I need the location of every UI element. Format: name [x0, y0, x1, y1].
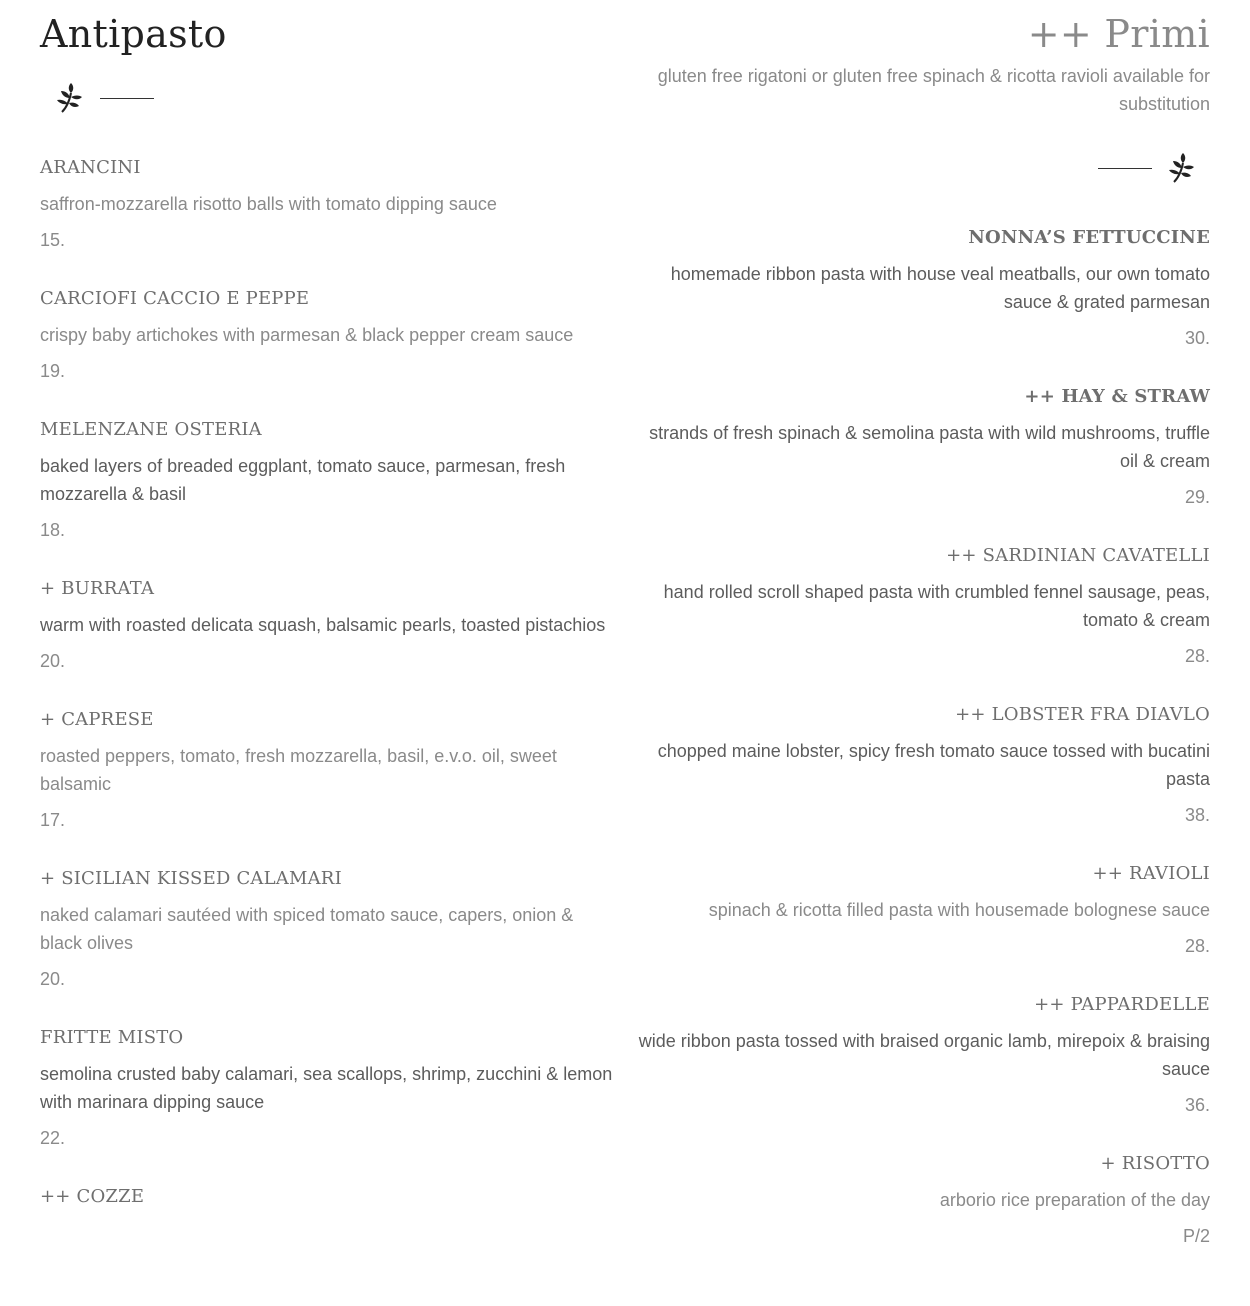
item-price: 19.	[40, 361, 66, 381]
menu-item	[630, 226, 1210, 350]
item-description: crispy baby artichokes with parmesan & black pepper cream sauce	[40, 325, 574, 345]
item-name: NONNA’S FETTUCCINE	[968, 227, 1210, 248]
item-price: 17.	[40, 810, 66, 830]
item-name: ++ LOBSTER FRA DIAVLO	[955, 704, 1210, 725]
item-description: homemade ribbon pasta with house veal meatballs, our own tomato sauce & grated parmesan	[670, 264, 1210, 312]
item-name: ++ RAVIOLI	[1092, 863, 1210, 884]
antipasto-title: Antipasto	[40, 12, 227, 56]
item-description: wide ribbon pasta tossed with braised organic lamb, mirepoix & braising sauce	[638, 1031, 1210, 1079]
antipasto-ornament	[40, 78, 615, 118]
item-price: 28.	[1184, 936, 1210, 956]
item-description: warm with roasted delicata squash, balsamic pearls, toasted pistachios	[40, 615, 606, 635]
item-name: MELENZANE OSTERIA	[40, 419, 262, 440]
item-price: 22.	[40, 1128, 66, 1148]
item-price: 36.	[1184, 1095, 1210, 1115]
item-name: ++ SARDINIAN CAVATELLI	[946, 545, 1210, 566]
item-name: FRITTE MISTO	[40, 1027, 184, 1048]
item-name: ARANCINI	[40, 157, 141, 178]
item-description: semolina crusted baby calamari, sea scallops, shrimp, zucchini & lemon with marinara dipping sauce	[40, 1064, 613, 1112]
menu-item	[40, 287, 615, 383]
item-description: arborio rice preparation of the day	[939, 1190, 1210, 1210]
sprig-icon	[56, 81, 84, 115]
menu-item	[630, 703, 1210, 827]
menu-item	[40, 156, 615, 252]
divider-rule	[1098, 168, 1152, 169]
item-price: P/2	[1182, 1226, 1210, 1246]
item-name: ++ PAPPARDELLE	[1034, 994, 1210, 1015]
item-price: 18.	[40, 520, 66, 540]
item-name: ++ HAY & STRAW	[1024, 386, 1210, 407]
menu-item	[40, 577, 615, 673]
primi-note: gluten free rigatoni or gluten free spinach & ricotta ravioli available for substitution	[657, 66, 1210, 114]
item-description: saffron-mozzarella risotto balls with tomato dipping sauce	[40, 194, 497, 214]
primi-title: ++ Primi	[1027, 12, 1210, 56]
menu-item	[630, 993, 1210, 1117]
item-price: 20.	[40, 651, 66, 671]
item-price: 29.	[1184, 487, 1210, 507]
item-price: 15.	[40, 230, 66, 250]
item-price: 38.	[1184, 805, 1210, 825]
item-description: spinach & ricotta filled pasta with housemade bolognese sauce	[708, 900, 1210, 920]
item-price: 28.	[1184, 646, 1210, 666]
item-description: baked layers of breaded eggplant, tomato sauce, parmesan, fresh mozzarella & basil	[40, 456, 566, 504]
menu-item	[630, 544, 1210, 668]
menu-item	[40, 708, 615, 832]
item-price: 20.	[40, 969, 66, 989]
item-description: strands of fresh spinach & semolina pasta with wild mushrooms, truffle oil & cream	[649, 423, 1210, 471]
primi-ornament	[630, 148, 1210, 188]
menu-item	[40, 867, 615, 991]
antipasto-section	[40, 0, 615, 1244]
menu-item	[630, 385, 1210, 509]
item-description: naked calamari sautéed with spiced tomato sauce, capers, onion & black olives	[40, 905, 574, 953]
menu-item	[40, 1185, 615, 1209]
divider-rule	[100, 98, 154, 99]
item-name: + RISOTTO	[1100, 1153, 1210, 1174]
sprig-icon	[1168, 151, 1196, 185]
item-name: + SICILIAN KISSED CALAMARI	[40, 868, 342, 889]
item-description: chopped maine lobster, spicy fresh tomato sauce tossed with bucatini pasta	[657, 741, 1210, 789]
item-price: 30.	[1184, 328, 1210, 348]
primi-section	[630, 0, 1210, 1283]
item-name: + BURRATA	[40, 578, 155, 599]
item-name: ++ COZZE	[40, 1186, 145, 1207]
item-name: + CAPRESE	[40, 709, 154, 730]
menu-item	[630, 862, 1210, 958]
item-description: hand rolled scroll shaped pasta with crumbled fennel sausage, peas, tomato & cream	[663, 582, 1210, 630]
menu-item	[630, 1152, 1210, 1248]
menu-item	[40, 1026, 615, 1150]
item-description: roasted peppers, tomato, fresh mozzarella, basil, e.v.o. oil, sweet balsamic	[40, 746, 557, 794]
menu-item	[40, 418, 615, 542]
item-name: CARCIOFI CACCIO E PEPPE	[40, 288, 310, 309]
